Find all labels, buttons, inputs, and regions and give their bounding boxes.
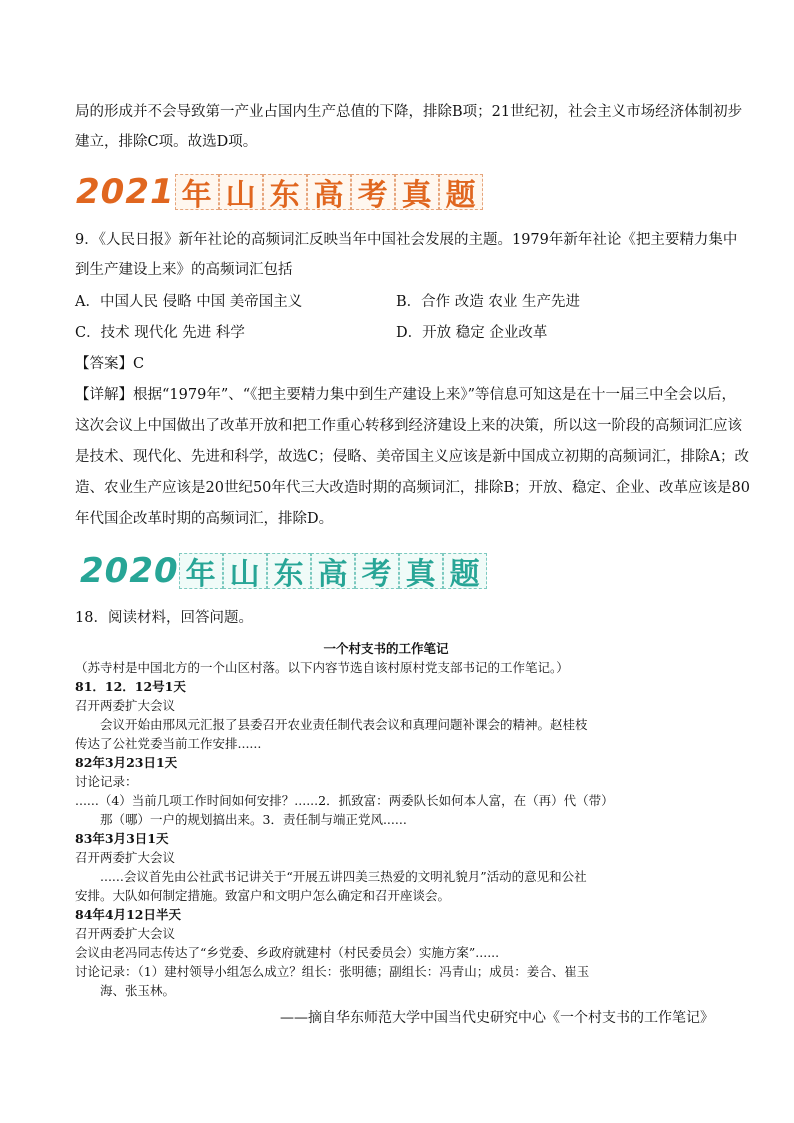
detail-line-2: 这次会议上中国做出了改革开放和把工作重心转移到经济建设上来的决策，所以这一阶段的高频词汇应该 bbox=[75, 418, 742, 434]
entry-date-4: 84年4月12日半天 bbox=[75, 907, 181, 922]
banner-char: 高 bbox=[307, 174, 351, 210]
entry-3-line-c: 安排。大队如何制定措施。致富户和文明户怎么确定和召开座谈会。 bbox=[75, 888, 451, 903]
entry-1-line-c: 传达了公社党委当前工作安排...... bbox=[75, 736, 262, 751]
banner-char: 考 bbox=[355, 553, 399, 589]
notes-title: 一个村支书的工作笔记 bbox=[323, 641, 449, 656]
entry-2-line-c: 那（哪）一户的规划搞出来。3．责任制与端正党风...... bbox=[100, 812, 407, 827]
entry-4-line-c: 讨论记录：（1）建村领导小组怎么成立？组长：张明德；副组长：冯青山；成员：姜合、崔玉 bbox=[75, 964, 590, 979]
option-a: A．中国人民 侵略 中国 美帝国主义 bbox=[75, 294, 303, 310]
banner-2021-shandong-exam bbox=[76, 172, 483, 212]
question-9-stem-1: 9．《人民日报》新年社论的高频词汇反映当年中国社会发展的主题。1979年新年社论《把主要精力集中 bbox=[75, 232, 738, 248]
intro-line-2: 建立，排除C项。故选D项。 bbox=[75, 134, 258, 150]
detail-line-4: 造、农业生产应该是20世纪50年代三大改造时期的高频词汇，排除B；开放、稳定、企业、改革应该是80 bbox=[75, 480, 751, 496]
banner-year: 2020 bbox=[80, 551, 179, 591]
question-18-stem: 18．阅读材料，回答问题。 bbox=[75, 610, 253, 626]
entry-4-line-d: 海、张玉林。 bbox=[100, 983, 176, 998]
notes-intro: （苏寺村是中国北方的一个山区村落。以下内容节选自该村原村党支部书记的工作笔记。） bbox=[75, 660, 569, 675]
banner-char: 题 bbox=[443, 553, 487, 589]
banner-char: 山 bbox=[223, 553, 267, 589]
entry-1-line-a: 召开两委扩大会议 bbox=[75, 698, 176, 713]
banner-char: 考 bbox=[351, 174, 395, 210]
detail-line-5: 年代国企改革时期的高频词汇，排除D。 bbox=[75, 511, 334, 527]
entry-date-3: 83年3月3日1天 bbox=[75, 831, 169, 846]
banner-char: 年 bbox=[179, 553, 223, 589]
banner-char: 东 bbox=[263, 174, 307, 210]
entry-3-line-a: 召开两委扩大会议 bbox=[75, 850, 176, 865]
banner-char: 山 bbox=[219, 174, 263, 210]
entry-1-line-b: 会议开始由邢凤元汇报了县委召开农业责任制代表会议和真理问题补课会的精神。赵桂枝 bbox=[100, 717, 588, 732]
entry-date-1: 81．12．12号1天 bbox=[75, 679, 186, 694]
entry-2-line-b: ......（4）当前几项工作时间如何安排？......2．抓致富：两委队长如何本人富，在（再）代（带） bbox=[75, 793, 614, 808]
banner-char: 东 bbox=[267, 553, 311, 589]
banner-char: 高 bbox=[311, 553, 355, 589]
source-citation: ——摘自华东师范大学中国当代史研究中心《一个村支书的工作笔记》 bbox=[280, 1010, 714, 1026]
banner-year: 2021 bbox=[76, 172, 175, 212]
banner-char: 真 bbox=[399, 553, 443, 589]
entry-3-line-b: ......会议首先由公社武书记讲关于“开展五讲四美三热爱的文明礼貌月”活动的意见和公社 bbox=[100, 869, 587, 884]
entry-2-line-a: 讨论记录： bbox=[75, 774, 138, 789]
entry-4-line-b: 会议由老冯同志传达了“乡党委、乡政府就建村（村民委员会）实施方案”...... bbox=[75, 945, 500, 960]
detail-line-3: 是技术、现代化、先进和科学，故选C；侵略、美帝国主义应该是新中国成立初期的高频词汇，排除A；改 bbox=[75, 449, 750, 465]
banner-char: 真 bbox=[395, 174, 439, 210]
banner-char: 年 bbox=[175, 174, 219, 210]
entry-4-line-a: 召开两委扩大会议 bbox=[75, 926, 176, 941]
question-9-stem-2: 到生产建设上来》的高频词汇包括 bbox=[75, 262, 293, 278]
intro-line-1: 局的形成并不会导致第一产业占国内生产总值的下降，排除B项；21世纪初，社会主义市场经济体制初步 bbox=[75, 104, 743, 120]
option-b: B．合作 改造 农业 生产先进 bbox=[396, 294, 580, 310]
option-c: C．技术 现代化 先进 科学 bbox=[75, 325, 245, 341]
banner-char: 题 bbox=[439, 174, 483, 210]
answer-label: 【答案】C bbox=[75, 356, 145, 372]
option-d: D．开放 稳定 企业改革 bbox=[396, 325, 548, 341]
detail-line-1: 【详解】根据“1979年”、“《把主要精力集中到生产建设上来》”等信息可知这是在十一届三中全会以后， bbox=[75, 387, 737, 403]
banner-2020-shandong-exam bbox=[80, 551, 487, 591]
entry-date-2: 82年3月23日1天 bbox=[75, 755, 178, 770]
